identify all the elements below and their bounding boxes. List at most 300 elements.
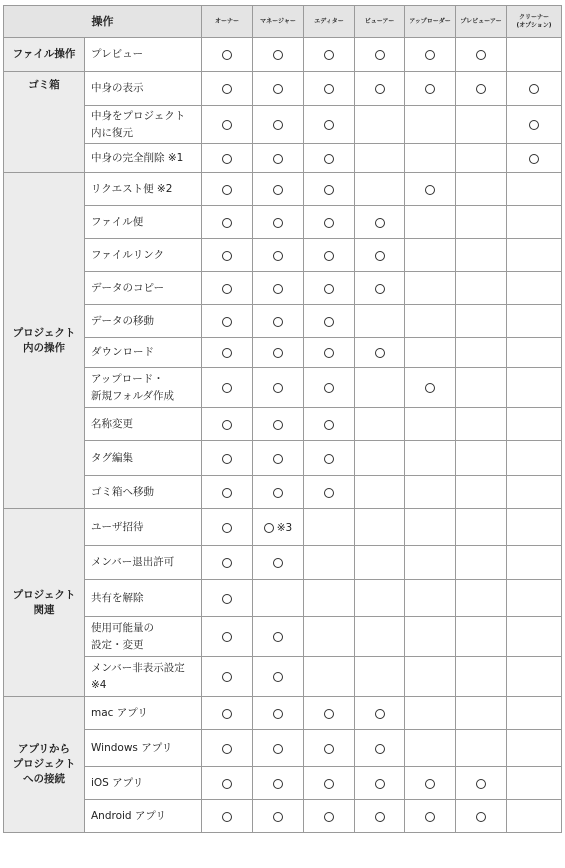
- permission-cell: [304, 206, 355, 239]
- permission-cell: [355, 441, 405, 476]
- permission-cell: [304, 173, 355, 206]
- operation-label: メンバー退出許可: [85, 546, 202, 580]
- allowed-circle-icon: [222, 454, 232, 464]
- allowed-circle-icon: [222, 779, 232, 789]
- operation-label: データの移動: [85, 305, 202, 338]
- allowed-circle-icon: [273, 84, 283, 94]
- permission-cell: [202, 697, 253, 730]
- permission-cell: [253, 509, 304, 546]
- allowed-circle-icon: [375, 50, 385, 60]
- allowed-circle-icon: [324, 383, 334, 393]
- permission-cell: [202, 617, 253, 657]
- table-row: [4, 408, 562, 441]
- operation-label: 中身の完全削除 ※1: [85, 144, 202, 173]
- table-body: [4, 38, 562, 833]
- allowed-circle-icon: [476, 50, 486, 60]
- permission-cell: [456, 38, 507, 72]
- allowed-circle-icon: [273, 744, 283, 754]
- operation-label: ユーザ招待: [85, 509, 202, 546]
- permission-cell: [405, 657, 456, 697]
- allowed-circle-icon: [375, 84, 385, 94]
- allowed-circle-icon: [273, 672, 283, 682]
- header-owner: オーナー: [202, 6, 253, 38]
- permission-cell: [355, 206, 405, 239]
- permission-cell: [456, 368, 507, 408]
- allowed-circle-icon: [273, 454, 283, 464]
- table-row: [4, 272, 562, 305]
- allowed-circle-icon: [273, 812, 283, 822]
- permission-cell: [456, 305, 507, 338]
- allowed-circle-icon: [273, 420, 283, 430]
- operation-label: ファイルリンク: [85, 239, 202, 272]
- allowed-circle-icon: [273, 251, 283, 261]
- allowed-circle-icon: [324, 317, 334, 327]
- permission-cell: [507, 580, 562, 617]
- allowed-circle-icon: [375, 251, 385, 261]
- table-row: [4, 800, 562, 833]
- permission-cell: [405, 509, 456, 546]
- permission-cell: [202, 173, 253, 206]
- permission-cell: [253, 305, 304, 338]
- permission-cell: [304, 441, 355, 476]
- permission-cell: [304, 730, 355, 767]
- permission-cell: [304, 617, 355, 657]
- table-row: [4, 338, 562, 368]
- allowed-circle-icon: [375, 284, 385, 294]
- allowed-circle-icon: [324, 709, 334, 719]
- permission-cell: [253, 173, 304, 206]
- permission-cell: [507, 476, 562, 509]
- permission-cell: [202, 546, 253, 580]
- permission-cell: [304, 476, 355, 509]
- permission-cell: [304, 800, 355, 833]
- permission-cell: [355, 657, 405, 697]
- permission-cell: [202, 580, 253, 617]
- permission-cell: [355, 476, 405, 509]
- allowed-circle-icon: [476, 812, 486, 822]
- permission-cell: [507, 767, 562, 800]
- allowed-circle-icon: [324, 812, 334, 822]
- allowed-circle-icon: [273, 488, 283, 498]
- permission-cell: [253, 408, 304, 441]
- operation-label: Android アプリ: [85, 800, 202, 833]
- permission-cell: [202, 800, 253, 833]
- permission-cell: [405, 305, 456, 338]
- allowed-circle-icon: [222, 558, 232, 568]
- permission-cell: [456, 206, 507, 239]
- permission-cell: [355, 338, 405, 368]
- permission-cell: [253, 38, 304, 72]
- permission-cell: [202, 239, 253, 272]
- header-viewer: ビューアー: [355, 6, 405, 38]
- allowed-circle-icon: [222, 709, 232, 719]
- allowed-circle-icon: [273, 50, 283, 60]
- allowed-circle-icon: [273, 383, 283, 393]
- allowed-circle-icon: [375, 709, 385, 719]
- permission-cell: [304, 272, 355, 305]
- permission-cell: [456, 173, 507, 206]
- permission-cell: [456, 767, 507, 800]
- operation-label: リクエスト便 ※2: [85, 173, 202, 206]
- allowed-circle-icon: [324, 779, 334, 789]
- permission-cell: [405, 476, 456, 509]
- allowed-circle-icon: [222, 50, 232, 60]
- permission-cell: [253, 144, 304, 173]
- table-row: [4, 305, 562, 338]
- permission-cell: [304, 368, 355, 408]
- permission-cell: [253, 657, 304, 697]
- allowed-circle-icon: [375, 348, 385, 358]
- allowed-circle-icon: [375, 218, 385, 228]
- permission-cell: [456, 72, 507, 106]
- permission-cell: [253, 441, 304, 476]
- allowed-circle-icon: [222, 420, 232, 430]
- permission-cell: [202, 272, 253, 305]
- permission-cell: [355, 800, 405, 833]
- permission-cell: [405, 408, 456, 441]
- permission-cell: [355, 72, 405, 106]
- allowed-circle-icon: [425, 812, 435, 822]
- operation-label: mac アプリ: [85, 697, 202, 730]
- allowed-circle-icon: [273, 632, 283, 642]
- header-operation: 操作: [4, 6, 202, 38]
- allowed-circle-icon: [324, 120, 334, 130]
- permission-cell: [405, 800, 456, 833]
- allowed-circle-icon: [222, 383, 232, 393]
- permission-cell: [202, 206, 253, 239]
- permission-cell: [355, 368, 405, 408]
- permission-cell: [405, 173, 456, 206]
- permission-cell: [507, 697, 562, 730]
- permission-cell: [507, 305, 562, 338]
- category-file-operations: ファイル操作: [4, 38, 85, 72]
- table-row: [4, 106, 562, 144]
- permission-cell: [355, 272, 405, 305]
- permission-cell: [202, 144, 253, 173]
- permission-cell: [253, 106, 304, 144]
- table-row: [4, 239, 562, 272]
- permission-cell: [304, 72, 355, 106]
- permission-cell: [304, 657, 355, 697]
- header-manager: マネージャー: [253, 6, 304, 38]
- operation-label: プレビュー: [85, 38, 202, 72]
- permission-cell: [507, 657, 562, 697]
- allowed-circle-icon: [222, 488, 232, 498]
- allowed-circle-icon: [324, 84, 334, 94]
- permission-cell: [355, 38, 405, 72]
- permission-cell: [456, 657, 507, 697]
- permission-cell: [355, 239, 405, 272]
- allowed-circle-icon: [476, 84, 486, 94]
- allowed-circle-icon: [324, 454, 334, 464]
- category-project-operations: プロジェクト 内の操作: [4, 173, 85, 509]
- permission-cell: [405, 206, 456, 239]
- operation-label: メンバー非表示設定 ※4: [85, 657, 202, 697]
- permission-cell: [507, 272, 562, 305]
- operation-label: ファイル便: [85, 206, 202, 239]
- permission-cell: [507, 509, 562, 546]
- operation-label: ダウンロード: [85, 338, 202, 368]
- allowed-circle-icon: [273, 558, 283, 568]
- permission-cell: [355, 580, 405, 617]
- allowed-circle-icon: [222, 594, 232, 604]
- table-row: [4, 206, 562, 239]
- allowed-circle-icon: [324, 251, 334, 261]
- permission-cell: [202, 72, 253, 106]
- permission-cell: [507, 144, 562, 173]
- permission-cell: [456, 441, 507, 476]
- permission-cell: [202, 730, 253, 767]
- header-uploader: アップローダー: [405, 6, 456, 38]
- permission-cell: [253, 338, 304, 368]
- allowed-circle-icon: [375, 779, 385, 789]
- permission-cell: [253, 72, 304, 106]
- table-row: [4, 509, 562, 546]
- permission-cell: [405, 441, 456, 476]
- permission-cell: [355, 730, 405, 767]
- permission-cell: [405, 546, 456, 580]
- allowed-circle-icon: [324, 185, 334, 195]
- permission-cell: [253, 476, 304, 509]
- allowed-circle-icon: [222, 284, 232, 294]
- permission-cell: [456, 617, 507, 657]
- permission-cell: [405, 38, 456, 72]
- permission-cell: [405, 730, 456, 767]
- allowed-circle-icon: [529, 154, 539, 164]
- allowed-circle-icon: [273, 154, 283, 164]
- permission-cell: [202, 106, 253, 144]
- permission-cell: [456, 272, 507, 305]
- permission-cell: [202, 408, 253, 441]
- permission-cell: [304, 509, 355, 546]
- allowed-circle-icon: [324, 154, 334, 164]
- permission-cell: [405, 767, 456, 800]
- permission-cell: [507, 368, 562, 408]
- permission-cell: [253, 767, 304, 800]
- permission-cell: [507, 338, 562, 368]
- permission-cell: [456, 239, 507, 272]
- permission-cell: [304, 144, 355, 173]
- permission-cell: [405, 697, 456, 730]
- permission-cell: [202, 767, 253, 800]
- table-row: [4, 72, 562, 106]
- operation-label: アップロード・ 新規フォルダ作成: [85, 368, 202, 408]
- permission-cell: [405, 72, 456, 106]
- allowed-circle-icon: [529, 84, 539, 94]
- operation-label: タグ編集: [85, 441, 202, 476]
- table-row: [4, 767, 562, 800]
- allowed-circle-icon: [222, 120, 232, 130]
- permission-cell: [507, 239, 562, 272]
- allowed-circle-icon: [425, 383, 435, 393]
- permission-cell: [405, 580, 456, 617]
- permission-cell: [202, 305, 253, 338]
- permission-cell: [253, 239, 304, 272]
- operation-label: 使用可能量の 設定・変更: [85, 617, 202, 657]
- allowed-circle-icon: [222, 744, 232, 754]
- permission-cell: [507, 206, 562, 239]
- allowed-circle-icon: [529, 120, 539, 130]
- permission-cell: [405, 272, 456, 305]
- allowed-circle-icon: [425, 50, 435, 60]
- permission-cell: [253, 206, 304, 239]
- allowed-circle-icon: [476, 779, 486, 789]
- permission-cell: [202, 338, 253, 368]
- allowed-circle-icon: [222, 154, 232, 164]
- permission-cell: [456, 144, 507, 173]
- allowed-circle-icon: [222, 672, 232, 682]
- permission-cell: [355, 144, 405, 173]
- permission-cell: [405, 368, 456, 408]
- permission-cell: [202, 657, 253, 697]
- permission-cell: [507, 800, 562, 833]
- permission-cell: [304, 305, 355, 338]
- table-row: [4, 730, 562, 767]
- allowed-circle-icon: [324, 744, 334, 754]
- table-row: [4, 38, 562, 72]
- permission-cell: [253, 697, 304, 730]
- permission-cell: [355, 509, 405, 546]
- permission-cell: [355, 408, 405, 441]
- permission-cell: [456, 408, 507, 441]
- category-trash: ゴミ箱: [4, 72, 85, 173]
- operation-label: 中身をプロジェクト 内に復元: [85, 106, 202, 144]
- permission-cell: [456, 509, 507, 546]
- allowed-circle-icon: [273, 218, 283, 228]
- permission-cell: [304, 546, 355, 580]
- footnote-ref: ※3: [276, 521, 293, 534]
- header-previewer: プレビューアー: [456, 6, 507, 38]
- permission-cell: [456, 730, 507, 767]
- permission-cell: [304, 697, 355, 730]
- allowed-circle-icon: [273, 709, 283, 719]
- table-row: [4, 697, 562, 730]
- permission-cell: [202, 441, 253, 476]
- operation-label: Windows アプリ: [85, 730, 202, 767]
- header-row: [4, 6, 562, 38]
- allowed-circle-icon: [425, 185, 435, 195]
- header-editor: エディター: [304, 6, 355, 38]
- permission-cell: [456, 580, 507, 617]
- permission-cell: [304, 338, 355, 368]
- operation-label: 名称変更: [85, 408, 202, 441]
- table-row: [4, 441, 562, 476]
- permission-cell: [355, 546, 405, 580]
- permission-cell: [405, 338, 456, 368]
- operation-label: 共有を解除: [85, 580, 202, 617]
- allowed-circle-icon: [324, 284, 334, 294]
- permission-cell: [202, 368, 253, 408]
- category-project-related: プロジェクト 関連: [4, 509, 85, 697]
- allowed-circle-icon: [324, 420, 334, 430]
- permission-cell: [355, 106, 405, 144]
- allowed-circle-icon: [264, 523, 274, 533]
- allowed-circle-icon: [425, 84, 435, 94]
- allowed-circle-icon: [273, 120, 283, 130]
- permission-cell: [456, 338, 507, 368]
- permission-cell: [507, 38, 562, 72]
- permission-cell: [507, 546, 562, 580]
- permission-table: [3, 5, 562, 833]
- table-row: [4, 173, 562, 206]
- permission-cell: [405, 239, 456, 272]
- permission-cell: [355, 617, 405, 657]
- allowed-circle-icon: [375, 812, 385, 822]
- allowed-circle-icon: [222, 251, 232, 261]
- permission-cell: [355, 697, 405, 730]
- allowed-circle-icon: [273, 779, 283, 789]
- allowed-circle-icon: [222, 84, 232, 94]
- operation-label: データのコピー: [85, 272, 202, 305]
- table-row: [4, 476, 562, 509]
- permission-cell: [456, 476, 507, 509]
- allowed-circle-icon: [273, 317, 283, 327]
- allowed-circle-icon: [222, 317, 232, 327]
- allowed-circle-icon: [222, 348, 232, 358]
- allowed-circle-icon: [324, 348, 334, 358]
- permission-cell: [405, 617, 456, 657]
- permission-cell: [507, 72, 562, 106]
- operation-label: iOS アプリ: [85, 767, 202, 800]
- permission-cell: [355, 173, 405, 206]
- allowed-circle-icon: [222, 523, 232, 533]
- operation-label: ゴミ箱へ移動: [85, 476, 202, 509]
- allowed-circle-icon: [425, 779, 435, 789]
- permission-cell: [355, 305, 405, 338]
- permission-cell: [304, 106, 355, 144]
- permission-cell: [507, 173, 562, 206]
- allowed-circle-icon: [222, 185, 232, 195]
- permission-cell: [456, 697, 507, 730]
- allowed-circle-icon: [324, 488, 334, 498]
- permission-cell: [253, 800, 304, 833]
- operation-label: 中身の表示: [85, 72, 202, 106]
- category-app-connection: アプリから プロジェクト への接続: [4, 697, 85, 833]
- permission-cell: [304, 408, 355, 441]
- allowed-circle-icon: [222, 812, 232, 822]
- permission-cell: [456, 800, 507, 833]
- permission-cell: [507, 408, 562, 441]
- allowed-circle-icon: [375, 744, 385, 754]
- permission-cell: [304, 767, 355, 800]
- permission-cell: [253, 546, 304, 580]
- permission-cell: [405, 106, 456, 144]
- permission-cell: [253, 617, 304, 657]
- permission-cell: [507, 730, 562, 767]
- table-row: [4, 144, 562, 173]
- permission-cell: [304, 580, 355, 617]
- table-row: [4, 546, 562, 580]
- permission-cell: [202, 476, 253, 509]
- permission-cell: [253, 730, 304, 767]
- permission-cell: [405, 144, 456, 173]
- permission-cell: [507, 617, 562, 657]
- permission-cell: [253, 580, 304, 617]
- allowed-circle-icon: [273, 348, 283, 358]
- permission-cell: [253, 368, 304, 408]
- table-row: [4, 580, 562, 617]
- allowed-circle-icon: [324, 218, 334, 228]
- permission-cell: [456, 106, 507, 144]
- permission-cell: [304, 239, 355, 272]
- permission-cell: [456, 546, 507, 580]
- table-row: [4, 657, 562, 697]
- permission-cell: [253, 272, 304, 305]
- permission-cell: [304, 38, 355, 72]
- table-row: [4, 617, 562, 657]
- allowed-circle-icon: [324, 50, 334, 60]
- allowed-circle-icon: [273, 284, 283, 294]
